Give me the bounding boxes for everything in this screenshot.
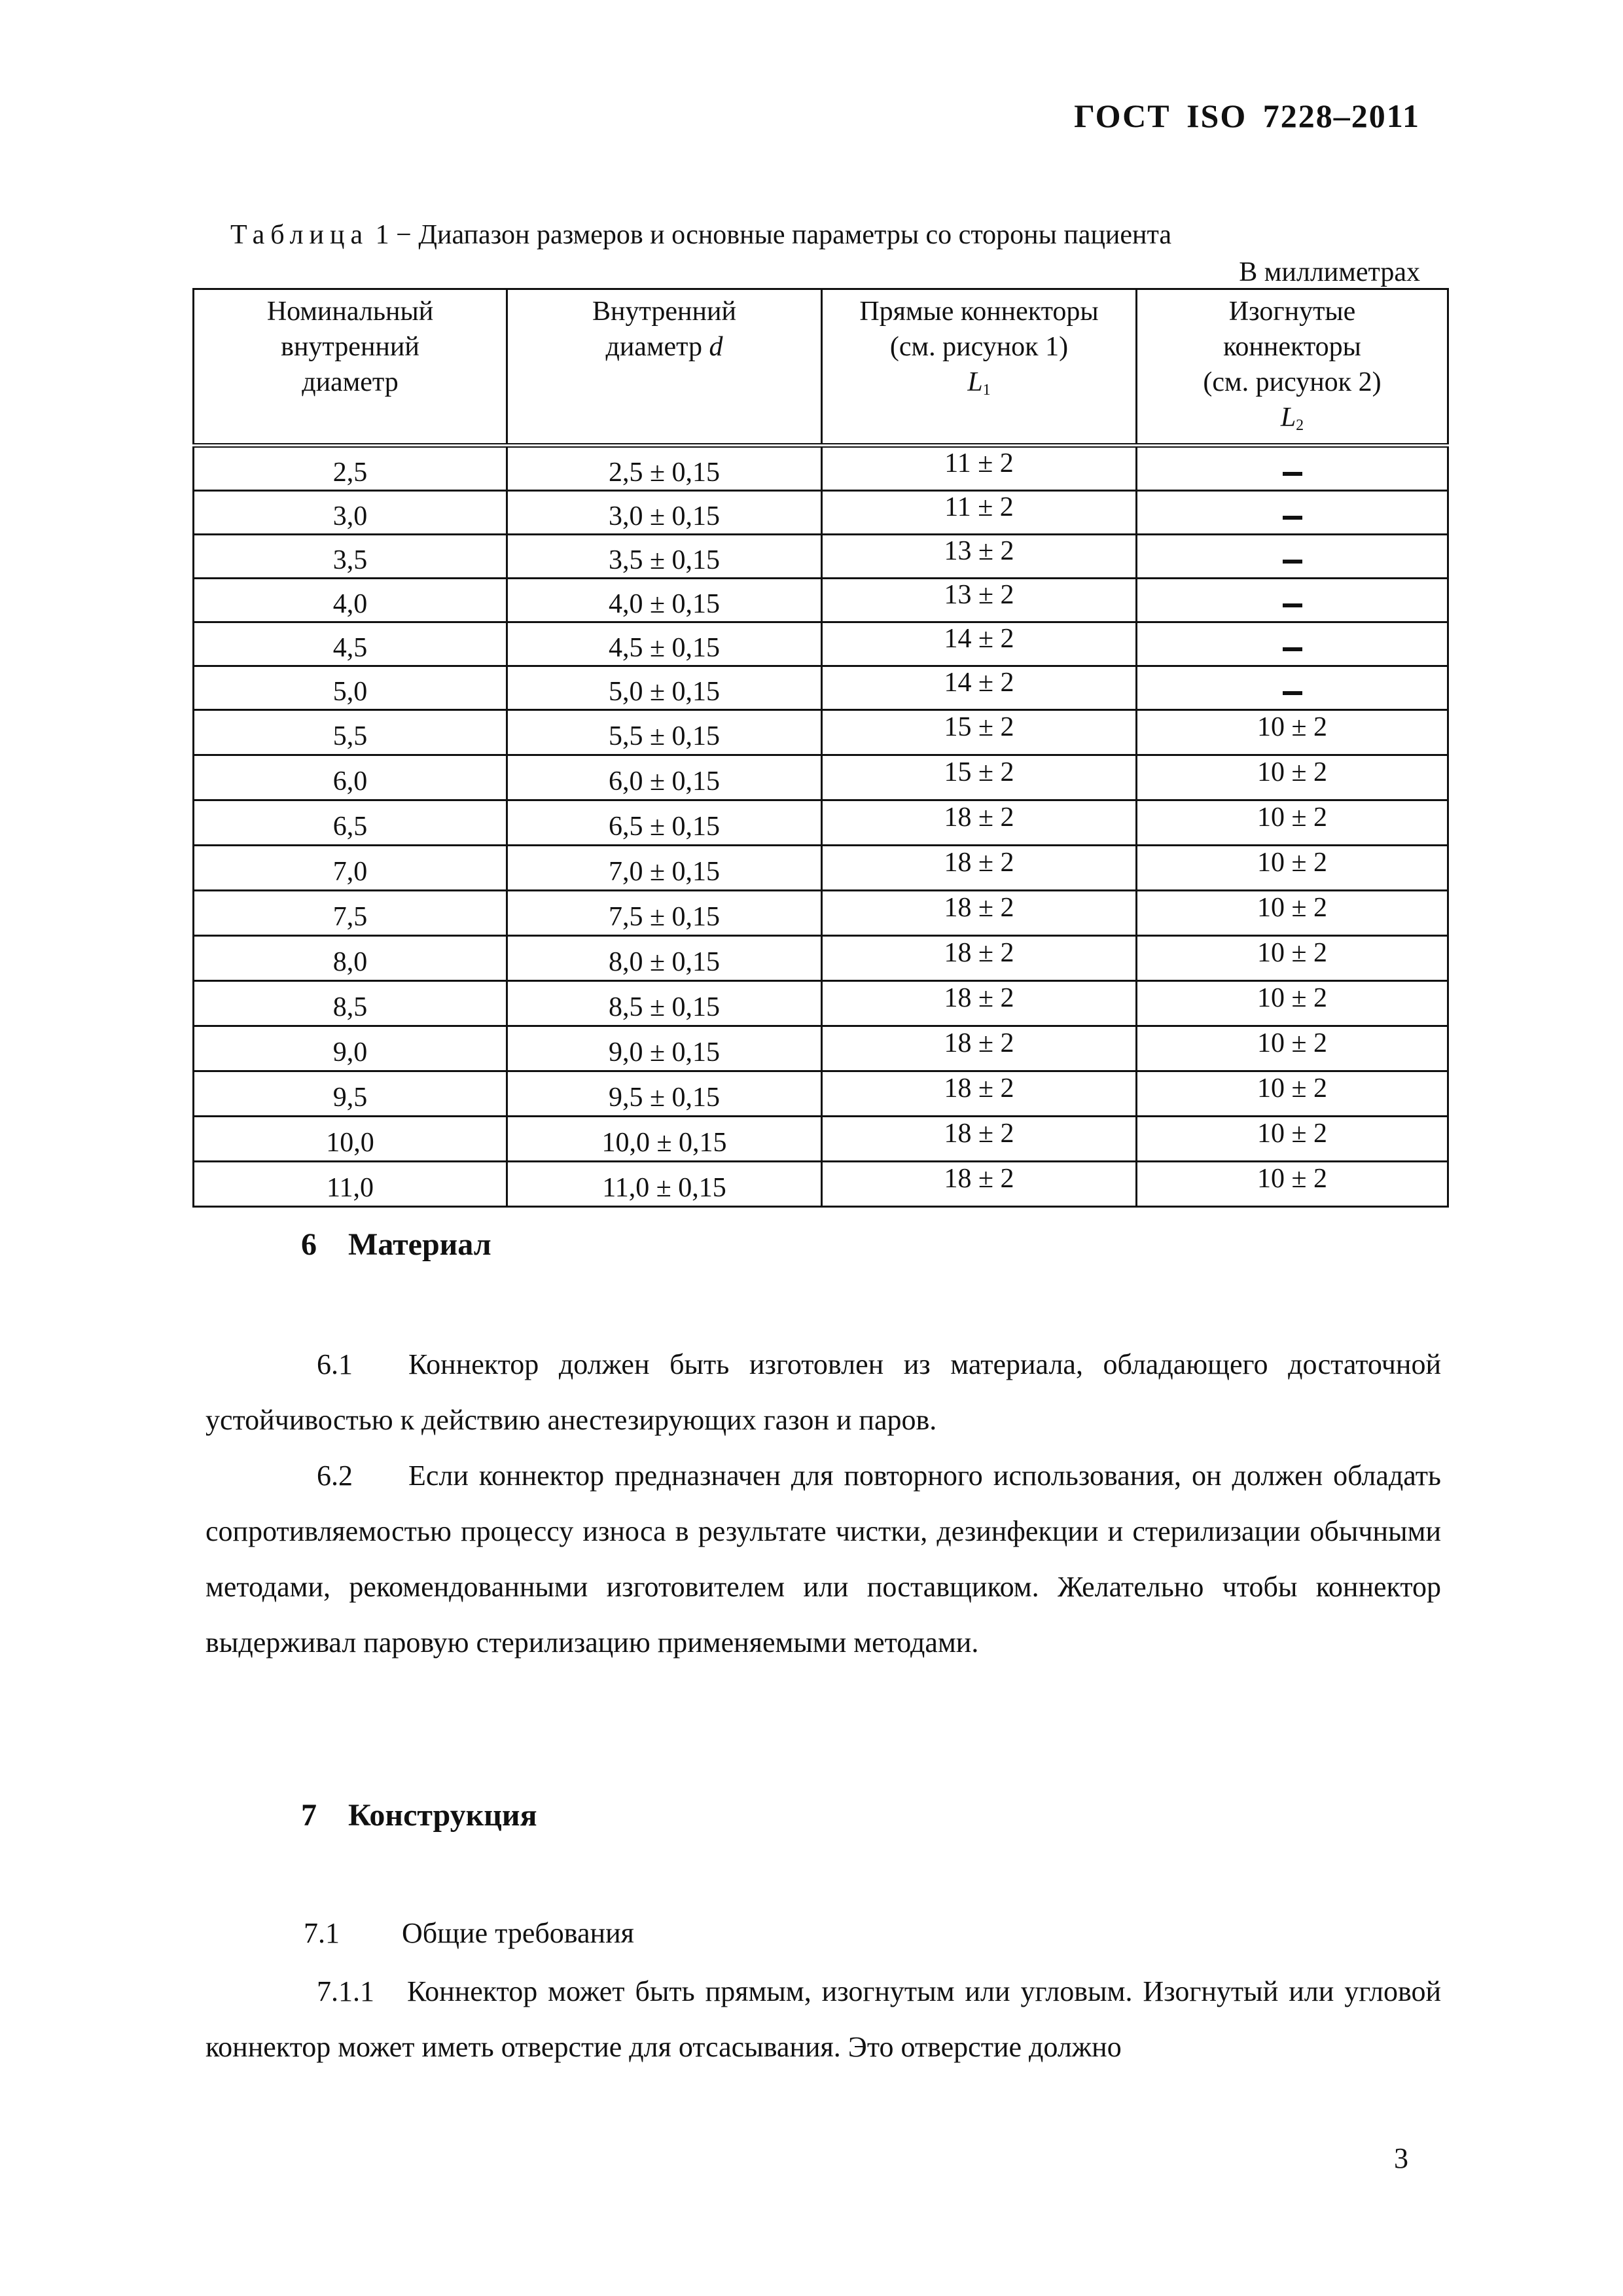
table-row: [194, 622, 1448, 666]
header-straight-connectors: Прямые коннекторы (см. рисунок 1) $L_1$: [822, 289, 1137, 446]
cell-inner: 7,0 ± 0,15: [507, 846, 822, 891]
table-row: [194, 491, 1448, 535]
subsection-7-1-heading: 7.1 Общие требования: [304, 1917, 634, 1949]
cell-straight: 13 ± 2: [822, 535, 1137, 579]
cell-nominal: 9,0: [194, 1026, 507, 1071]
table-row: [194, 535, 1448, 579]
cell-nominal: 5,0: [194, 666, 507, 710]
cell-inner: 4,5 ± 0,15: [507, 622, 822, 666]
table-unit-note: В миллиметрах: [1239, 257, 1420, 287]
table-row: [194, 1026, 1448, 1071]
cell-bent: 10 ± 2: [1137, 1026, 1448, 1071]
cell-straight: 13 ± 2: [822, 579, 1137, 622]
cell-nominal: 9,5: [194, 1071, 507, 1117]
header-bent-connectors: Изогнутые коннекторы (см. рисунок 2) $L_2$: [1137, 289, 1448, 446]
section-7-heading: 7 Конструкция: [301, 1798, 537, 1833]
cell-nominal: 3,0: [194, 491, 507, 535]
cell-nominal: 6,5: [194, 800, 507, 846]
cell-straight: 15 ± 2: [822, 710, 1137, 755]
cell-inner: 9,0 ± 0,15: [507, 1026, 822, 1071]
table-row: [194, 936, 1448, 981]
dash-mark: [1283, 603, 1302, 607]
cell-inner: 9,5 ± 0,15: [507, 1071, 822, 1117]
table-row: [194, 846, 1448, 891]
cell-inner: 5,5 ± 0,15: [507, 710, 822, 755]
cell-nominal: 2,5: [194, 446, 507, 491]
cell-bent: 10 ± 2: [1137, 891, 1448, 936]
cell-straight: 18 ± 2: [822, 800, 1137, 846]
cell-straight: 18 ± 2: [822, 891, 1137, 936]
cell-inner: 6,5 ± 0,15: [507, 800, 822, 846]
cell-inner: 7,5 ± 0,15: [507, 891, 822, 936]
cell-straight: 18 ± 2: [822, 981, 1137, 1026]
cell-bent: 10 ± 2: [1137, 1071, 1448, 1117]
dimensions-table: [192, 288, 1449, 1208]
cell-bent: 10 ± 2: [1137, 981, 1448, 1026]
cell-nominal: 6,0: [194, 755, 507, 800]
table-row: [194, 446, 1448, 491]
header-nominal-diameter: Номинальный внутренний диаметр: [194, 289, 507, 446]
cell-straight: 11 ± 2: [822, 446, 1137, 491]
cell-bent: 10 ± 2: [1137, 1117, 1448, 1162]
cell-straight: 11 ± 2: [822, 491, 1137, 535]
cell-nominal: 7,0: [194, 846, 507, 891]
cell-straight: 18 ± 2: [822, 1071, 1137, 1117]
dash-mark: [1283, 516, 1302, 520]
table-row: [194, 755, 1448, 800]
cell-straight: 14 ± 2: [822, 666, 1137, 710]
cell-straight: 15 ± 2: [822, 755, 1137, 800]
paragraph-6-2: 6.2 Если коннектор предназначен для повторного использования, он должен обладать сопротивляемостью процессу износа в результате чистки, дезинфекции и стерилизации обычными методами, рекомендованными изготовителем или поставщиком. Желательно чтобы коннектор выдерживал паровую стерилизацию применяемыми методами.: [205, 1460, 1441, 1659]
table-caption-label: Таблица: [230, 220, 369, 250]
cell-straight: 18 ± 2: [822, 1026, 1137, 1071]
cell-bent: [1137, 579, 1448, 622]
cell-bent: 10 ± 2: [1137, 936, 1448, 981]
cell-bent: [1137, 491, 1448, 535]
cell-bent: 10 ± 2: [1137, 755, 1448, 800]
table-row: [194, 981, 1448, 1026]
dash-mark: [1283, 560, 1302, 564]
table-row: [194, 666, 1448, 710]
cell-straight: 18 ± 2: [822, 936, 1137, 981]
cell-nominal: 8,5: [194, 981, 507, 1026]
cell-bent: [1137, 622, 1448, 666]
paragraph-7-1-1: 7.1.1 Коннектор может быть прямым, изогнутым или угловым. Изогнутый или угловой коннектор может иметь отверстие для отсасывания. Это отверстие должно: [205, 1975, 1441, 2063]
dash-mark: [1283, 647, 1302, 651]
table-caption: [230, 219, 1171, 251]
cell-inner: 3,0 ± 0,15: [507, 491, 822, 535]
table-row: [194, 891, 1448, 936]
cell-inner: 4,0 ± 0,15: [507, 579, 822, 622]
cell-inner: 6,0 ± 0,15: [507, 755, 822, 800]
table-row: [194, 579, 1448, 622]
cell-inner: 8,0 ± 0,15: [507, 936, 822, 981]
cell-bent: 10 ± 2: [1137, 800, 1448, 846]
cell-nominal: 5,5: [194, 710, 507, 755]
cell-bent: [1137, 535, 1448, 579]
table-header-row: [194, 289, 1448, 446]
cell-inner: 10,0 ± 0,15: [507, 1117, 822, 1162]
cell-nominal: 10,0: [194, 1117, 507, 1162]
cell-nominal: 8,0: [194, 936, 507, 981]
cell-inner: 3,5 ± 0,15: [507, 535, 822, 579]
cell-bent: [1137, 446, 1448, 491]
cell-straight: 18 ± 2: [822, 846, 1137, 891]
cell-bent: [1137, 666, 1448, 710]
section-6-heading: 6 Материал: [301, 1227, 491, 1262]
table-caption-text: 1 − Диапазон размеров и основные параметры со стороны пациента: [375, 220, 1172, 250]
table-row: [194, 1162, 1448, 1207]
document-header: ГОСТ ISO 7228–2011: [1074, 98, 1420, 134]
table-row: [194, 1071, 1448, 1117]
page-number: 3: [1394, 2142, 1408, 2174]
cell-bent: 10 ± 2: [1137, 846, 1448, 891]
cell-bent: 10 ± 2: [1137, 1162, 1448, 1207]
paragraph-6-1: 6.1 Коннектор должен быть изготовлен из материала, обладающего достаточной устойчивостью к действию анестезирующих газон и паров.: [205, 1348, 1441, 1436]
table-row: [194, 1117, 1448, 1162]
cell-inner: 2,5 ± 0,15: [507, 446, 822, 491]
cell-nominal: 3,5: [194, 535, 507, 579]
cell-straight: 14 ± 2: [822, 622, 1137, 666]
cell-straight: 18 ± 2: [822, 1117, 1137, 1162]
cell-nominal: 4,0: [194, 579, 507, 622]
cell-inner: 8,5 ± 0,15: [507, 981, 822, 1026]
cell-straight: 18 ± 2: [822, 1162, 1137, 1207]
cell-bent: 10 ± 2: [1137, 710, 1448, 755]
cell-inner: 11,0 ± 0,15: [507, 1162, 822, 1207]
table-row: [194, 800, 1448, 846]
dash-mark: [1283, 472, 1302, 476]
header-inner-diameter: Внутренний диаметр d: [507, 289, 822, 446]
cell-nominal: 4,5: [194, 622, 507, 666]
cell-nominal: 7,5: [194, 891, 507, 936]
cell-inner: 5,0 ± 0,15: [507, 666, 822, 710]
cell-nominal: 11,0: [194, 1162, 507, 1207]
dash-mark: [1283, 691, 1302, 695]
table-row: [194, 710, 1448, 755]
